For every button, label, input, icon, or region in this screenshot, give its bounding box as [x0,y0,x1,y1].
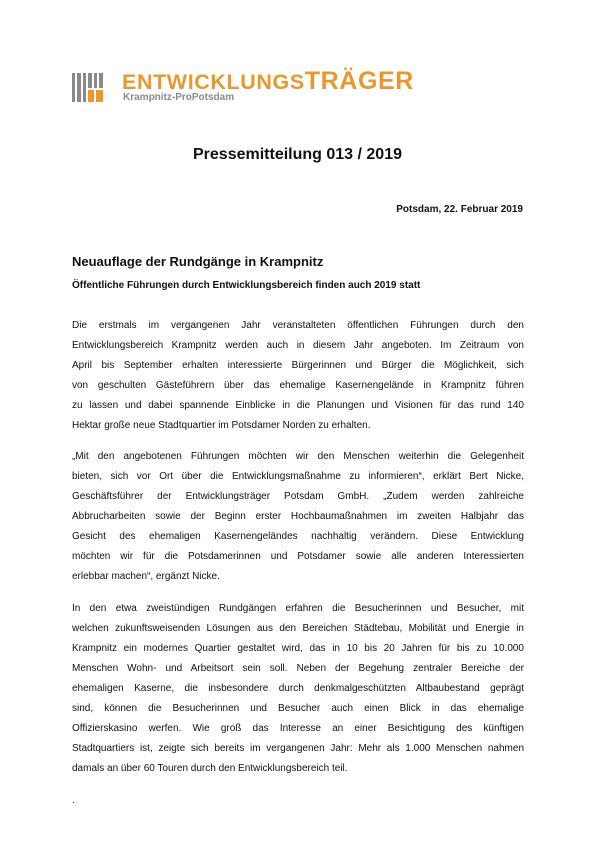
text-line: Krampnitz ein modernes Quartier gestaltet wird, das in 10 bis 20 Jahren für bis zu 10.000 [72,643,524,654]
text-line: damals an über 60 Touren durch den Entwicklungsbereich teil. [72,763,348,774]
text-line: Entwicklungsbereich Krampnitz werden auch in diesem Jahr angeboten. Im Zeitraum von [72,340,524,351]
logo-title-main: ENTWICKLUNGS [122,70,305,94]
text-line: ehemaligen Kaserne, die insbesondere durch denkmalgeschützten Altbaubestand geprägt [72,683,524,694]
text-line: welchen zukunftsweisenden Lösungen aus den Bereichen Städtebau, Mobilität und Energie in [72,623,524,634]
paragraph-3 [72,599,524,779]
text-line: Geschäftsführer der Entwicklungsträger Potsdam GmbH. „Zudem werden zahlreiche [72,491,524,502]
footer-mark: . [72,795,75,806]
subheadline: Öffentliche Führungen durch Entwicklungsbereich finden auch 2019 statt [72,280,421,291]
text-line: Menschen Wohn- und Arbeitsort sein soll. Neben der Begehung zentraler Bereiche der [72,663,524,674]
text-line: Hektar große neue Stadtquartier im Potsdamer Norden zu erhalten. [72,420,371,431]
text-line: In den etwa zweistündigen Rundgängen erfahren die Besucherinnen und Besucher, mit [72,603,524,614]
logo-title-traeger: TRÄGER [304,67,414,95]
text-line: „Mit den angebotenen Führungen möchten wir den Menschen weiterhin die Gelegenheit [72,451,524,462]
text-line: von geschulten Gästeführern über das ehemalige Kasernengelände in Krampnitz führen [72,380,524,391]
text-line: sind, können die Besucherinnen und Besucher auch einen Blick in das ehemalige [72,703,524,714]
text-line: bieten, sich vor Ort über die Entwicklungsmaßnahme zu informieren“, erklärt Bert Nicke, [72,471,524,482]
headline: Neuauflage der Rundgänge in Krampnitz [72,254,324,269]
text-line: Die erstmals im vergangenen Jahr veranstalteten öffentlichen Führungen durch den [72,320,524,331]
logo-title [122,69,414,94]
text-line: Abbrucharbeiten sowie der Beginn erster Hochbaumaßnahmen im zweiten Halbjahr das [72,511,524,522]
text-line: erlebbar machen“, ergänzt Nicke. [72,571,220,582]
text-line: möchten wir für die Potsdamerinnen und Potsdamer sowie alle anderen Interessierten [72,551,524,562]
text-line: Stadtquartiers ist, zeigte sich bereits im vergangenen Jahr: Mehr als 1.000 Menschen nahmen [72,743,524,754]
dateline: Potsdam, 22. Februar 2019 [396,204,523,215]
text-line: Gesicht des ehemaligen Kasernengeländes nachhaltig verändern. Diese Entwicklung [72,531,524,542]
text-line: Offizierskasino werfen. Wie groß das Interesse an einer Besichtigung des künftigen [72,723,524,734]
logo-mark-icon [72,70,106,103]
text-line: April bis September erhalten interessierte Bürgerinnen und Bürger die Möglichkeit, sich [72,360,524,371]
page-title: Pressemitteilung 013 / 2019 [193,146,402,163]
text-line: zu lassen und dabei spannende Einblicke in die Planungen und Visionen für das rund 140 [72,400,524,411]
company-logo [72,67,414,106]
paragraph-2 [72,447,524,587]
paragraph-1 [72,316,524,436]
logo-subtitle: Krampnitz-ProPotsdam [123,92,235,103]
